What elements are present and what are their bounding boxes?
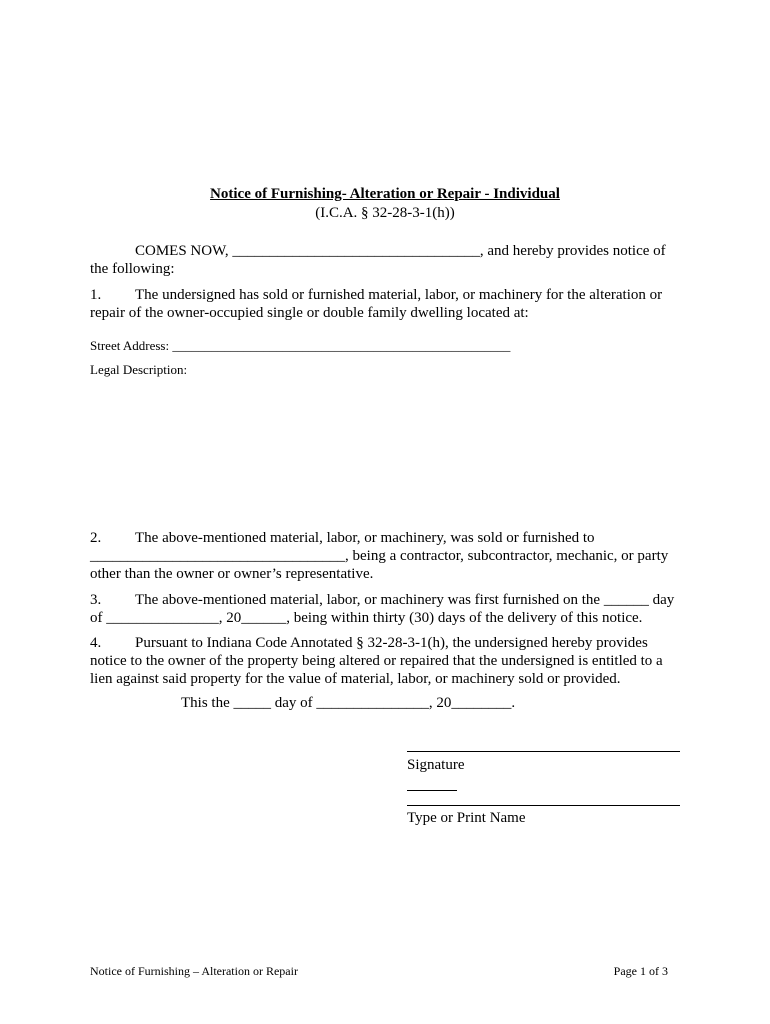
item-4-line-2: notice to the owner of the property being altered or repaired that the undersigned is entitled to a [90,653,663,669]
item-3-line-2: of _______________, 20______, being within thirty (30) days of the delivery of this notice. [90,610,643,626]
intro-line-1: COMES NOW, _________________________________, and hereby provides notice of [135,243,666,259]
item-4-number: 4. [90,635,102,651]
item-4 [90,634,680,688]
item-2-number: 2. [90,530,102,546]
item-2-line-1: The above-mentioned material, labor, or machinery, was sold or furnished to [135,530,595,546]
item-3 [90,591,680,627]
signature-short-line [407,790,457,791]
intro-line-2: the following: [90,261,175,277]
print-name-label: Type or Print Name [407,810,526,826]
item-2-line-2: __________________________________, being a contractor, subcontractor, mechanic, or party [90,548,669,564]
document-title: Notice of Furnishing- Alteration or Repair - Individual [210,186,560,202]
item-3-number: 3. [90,592,102,608]
street-address-field: Street Address: ____________________________________________________ [90,338,511,353]
item-3-line-1: The above-mentioned material, labor, or machinery was first furnished on the ______ day [135,592,675,608]
dated-line: This the _____ day of _______________, 20________. [181,695,516,711]
signature-label: Signature [407,757,465,773]
legal-description-label: Legal Description: [90,362,188,377]
item-2-line-3: other than the owner or owner’s representative. [90,566,374,582]
print-name-line [407,805,680,806]
item-1-line-2: repair of the owner-occupied single or double family dwelling located at: [90,305,529,321]
item-4-line-1: Pursuant to Indiana Code Annotated § 32-28-3-1(h), the undersigned hereby provides [135,635,648,651]
page-number: Page 1 of 3 [613,964,668,978]
item-1-number: 1. [90,287,102,303]
item-1-line-1: The undersigned has sold or furnished material, labor, or machinery for the alteration or [135,287,663,303]
item-4-line-3: lien against said property for the value of material, labor, or machinery sold or provided. [90,671,621,687]
item-1 [90,286,680,322]
item-2 [90,529,680,583]
intro-paragraph [90,242,680,278]
footer-title: Notice of Furnishing – Alteration or Repair [90,964,298,978]
statute-citation: (I.C.A. § 32-28-3-1(h)) [315,205,455,221]
signature-line [407,751,680,752]
